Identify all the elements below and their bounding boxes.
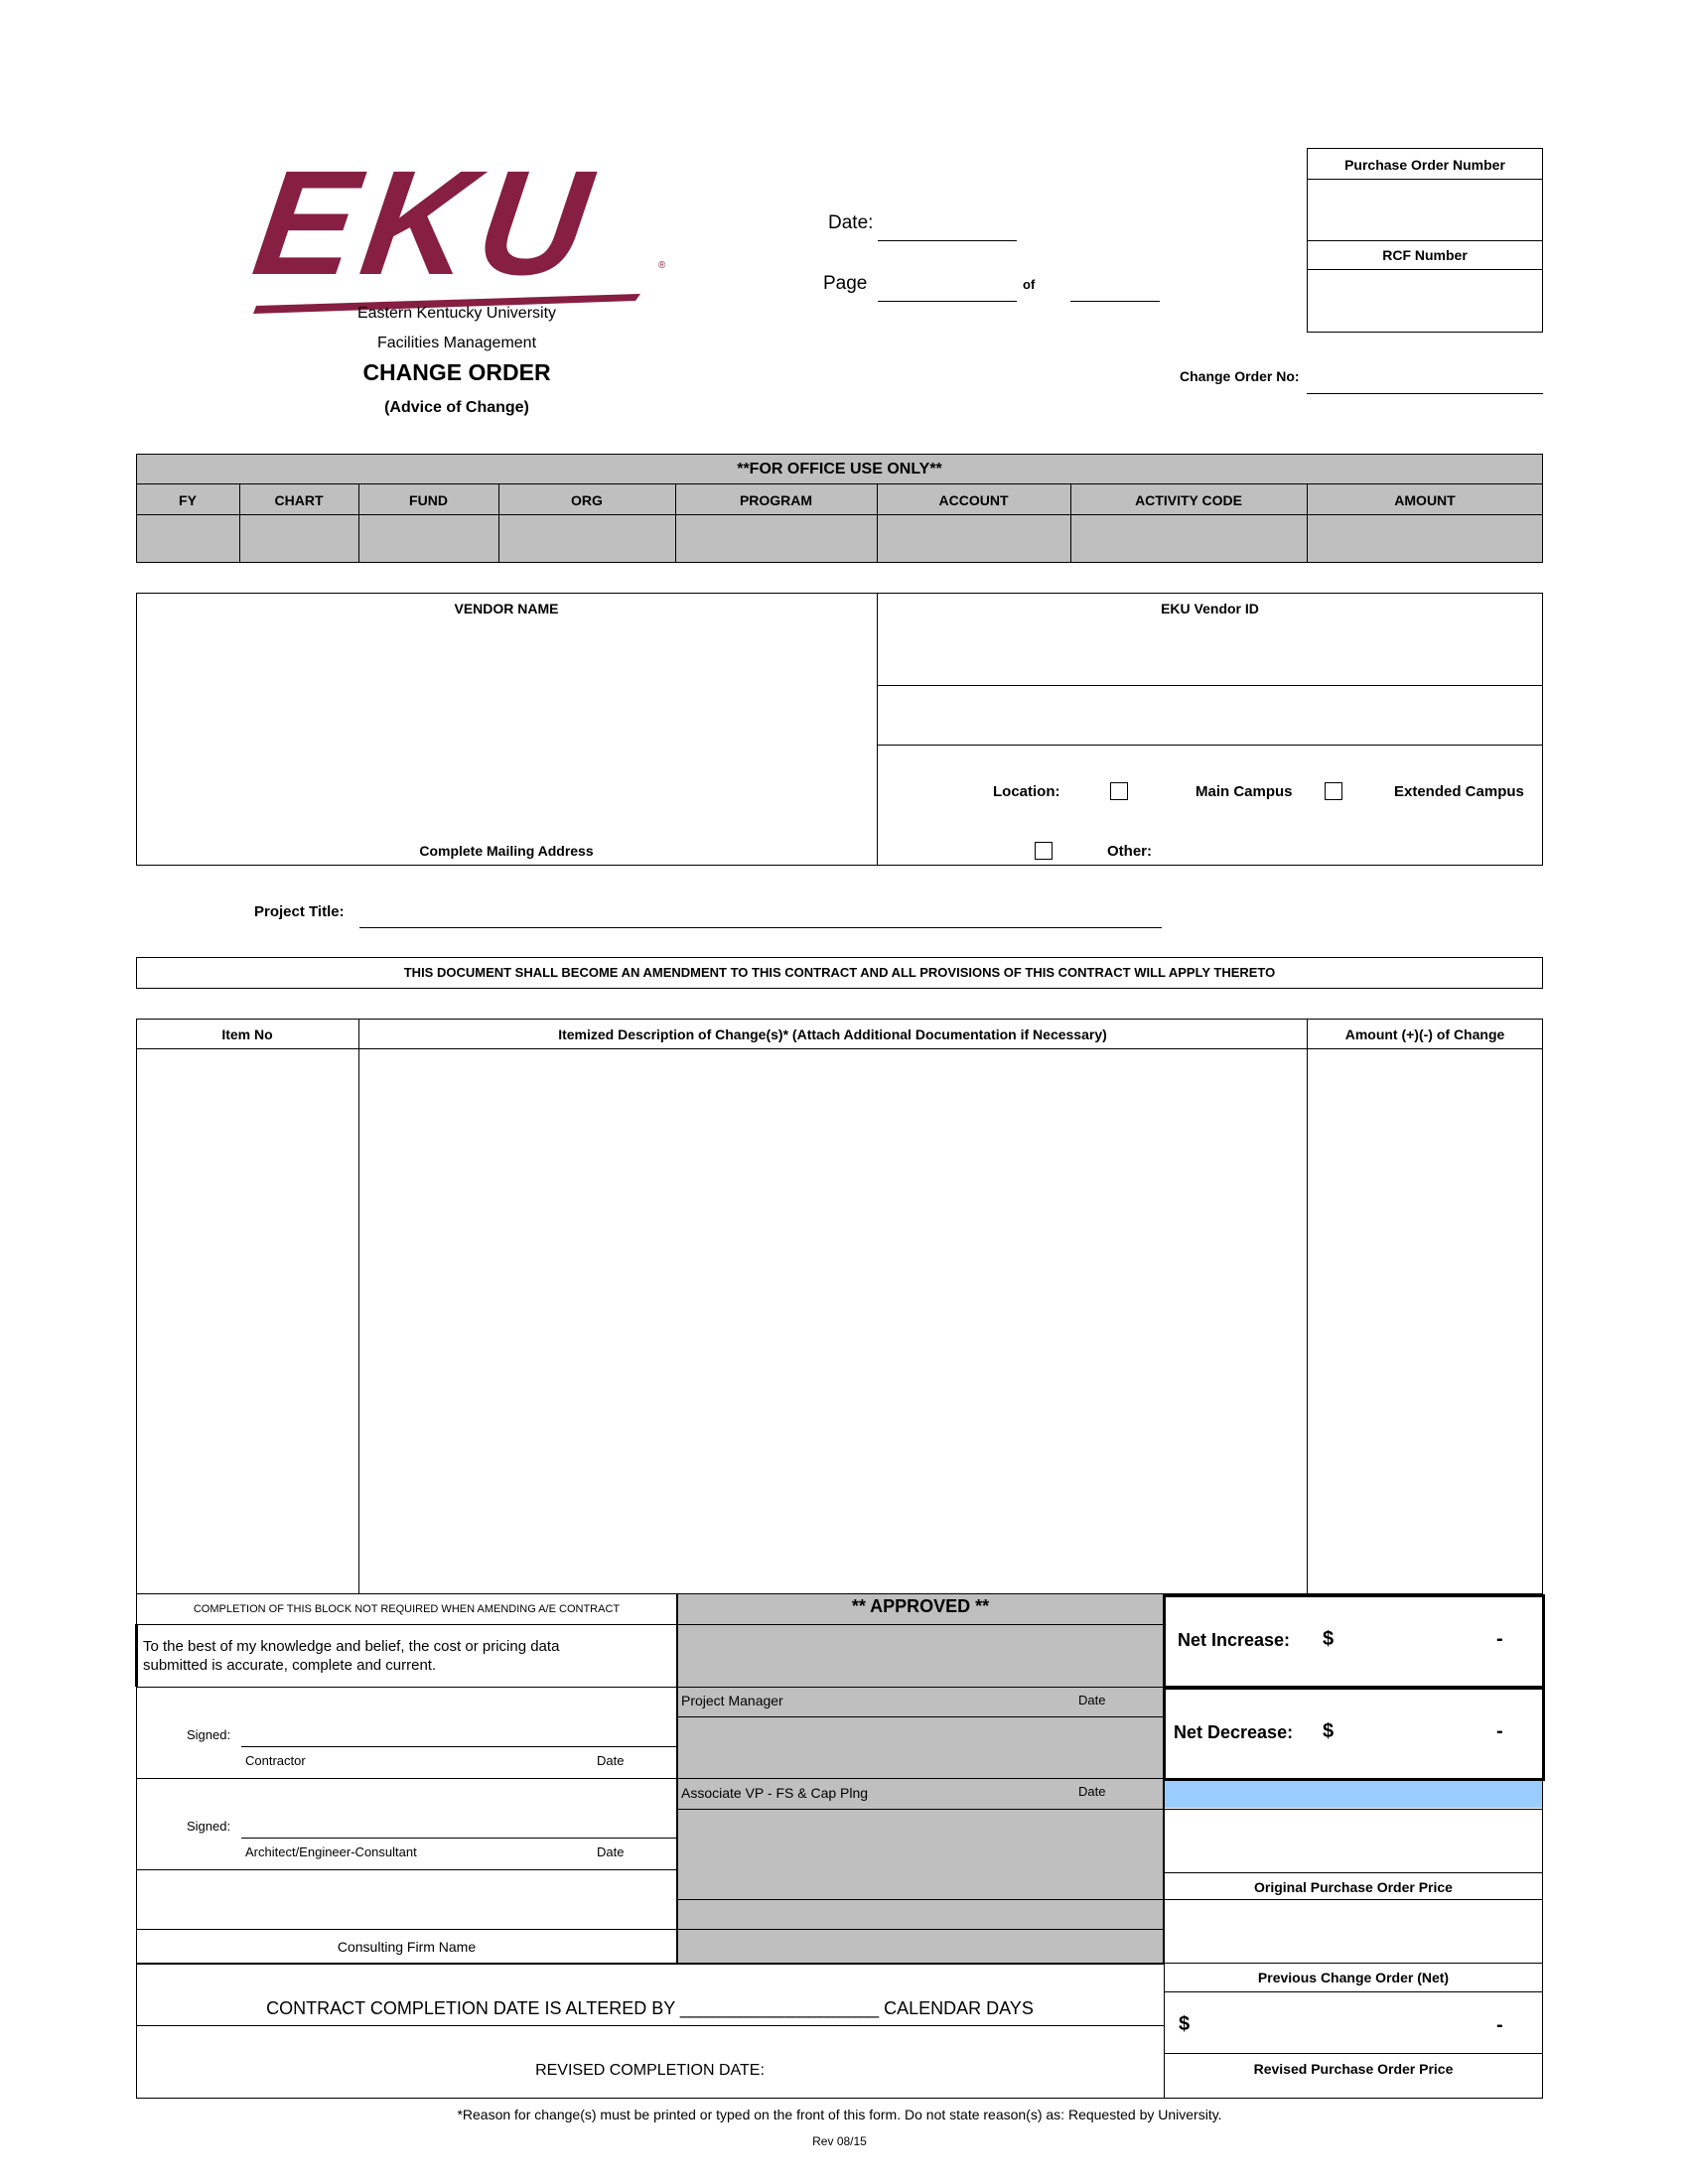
- col-program: PROGRAM: [739, 492, 813, 508]
- main-campus-label: Main Campus: [1196, 783, 1293, 800]
- eku-logo-graphic: [248, 157, 695, 316]
- certification-line-2: submitted is accurate, complete and current.: [143, 1657, 437, 1674]
- form-title: CHANGE ORDER: [362, 359, 551, 385]
- divider: [136, 1687, 677, 1688]
- contractor-signed-label: Signed:: [187, 1727, 231, 1742]
- net-decrease-label: Net Decrease:: [1174, 1722, 1294, 1742]
- project-title-input[interactable]: [359, 895, 1162, 925]
- form-subtitle: (Advice of Change): [384, 399, 529, 416]
- divider: [677, 1929, 1164, 1930]
- divider: [136, 1869, 677, 1870]
- divider: [877, 685, 1543, 686]
- net-increase-label: Net Increase:: [1178, 1630, 1291, 1650]
- org-input[interactable]: [500, 516, 673, 561]
- revised-completion-label: REVISED COMPLETION DATE:: [535, 2062, 765, 2079]
- fund-input[interactable]: [360, 516, 496, 561]
- contractor-label: Contractor: [245, 1753, 306, 1768]
- page-number-input[interactable]: [878, 272, 1017, 300]
- col-fund: FUND: [409, 492, 448, 508]
- activity-code-input[interactable]: [1072, 516, 1305, 561]
- original-po-label: Original Purchase Order Price: [1254, 1879, 1453, 1895]
- change-order-underline: [1307, 393, 1543, 394]
- office-use-title: **FOR OFFICE USE ONLY**: [737, 461, 942, 478]
- vendor-name-label: VENDOR NAME: [454, 601, 559, 616]
- project-title-label: Project Title:: [254, 903, 345, 920]
- net-decrease-currency: $: [1323, 1720, 1335, 1742]
- revised-currency: $: [1179, 2013, 1191, 2035]
- divider: [1164, 1872, 1543, 1873]
- approval-block: [677, 1594, 1164, 1964]
- divider: [136, 483, 1543, 484]
- certification-note: COMPLETION OF THIS BLOCK NOT REQUIRED WHEN AMENDING A/E CONTRACT: [193, 1603, 621, 1615]
- svg-text:EKU: EKU: [248, 157, 608, 306]
- divider: [1164, 1809, 1543, 1810]
- divider: [877, 593, 878, 866]
- divider: [136, 1929, 677, 1930]
- previous-co-label: Previous Change Order (Net): [1257, 1970, 1450, 1985]
- col-change-amount: Amount (+)(-) of Change: [1344, 1026, 1505, 1042]
- divider: [136, 1048, 1543, 1049]
- pm-date-label: Date: [1078, 1693, 1106, 1707]
- divider: [1164, 1899, 1543, 1900]
- program-input[interactable]: [677, 516, 875, 561]
- divider: [877, 745, 1543, 746]
- col-chart: CHART: [274, 492, 324, 508]
- col-org: ORG: [571, 492, 603, 508]
- chart-input[interactable]: [241, 516, 356, 561]
- extended-campus-label: Extended Campus: [1394, 783, 1524, 800]
- contractor-signature-input[interactable]: [241, 1717, 676, 1745]
- mailing-address-label: Complete Mailing Address: [419, 843, 594, 859]
- architect-signature-line: [241, 1838, 677, 1839]
- highlight-row[interactable]: [1165, 1781, 1542, 1808]
- date-label: Date:: [828, 212, 874, 233]
- university-name: Eastern Kentucky University: [356, 305, 557, 322]
- net-increase-value: -: [1496, 1628, 1503, 1650]
- col-divider: [358, 1019, 359, 1594]
- divider: [677, 1624, 1164, 1625]
- project-manager-label: Project Manager: [681, 1693, 783, 1708]
- amount-input[interactable]: [1309, 516, 1541, 561]
- consulting-firm-label: Consulting Firm Name: [337, 1939, 477, 1955]
- col-fy: FY: [179, 492, 197, 508]
- divider: [677, 1687, 1164, 1688]
- location-label: Location:: [993, 783, 1060, 800]
- net-decrease-value: -: [1496, 1720, 1503, 1742]
- change-order-no-input[interactable]: [1307, 361, 1543, 391]
- reason-note: *Reason for change(s) must be printed or typed on the front of this form. Do not state reason(s) as: Requested by University.: [457, 2107, 1222, 2122]
- divider: [1307, 269, 1543, 270]
- page-total-input[interactable]: [1070, 272, 1160, 300]
- net-increase-currency: $: [1323, 1628, 1335, 1650]
- revision-label: Rev 08/15: [812, 2134, 867, 2148]
- extended-campus-checkbox[interactable]: [1325, 782, 1342, 800]
- divider: [677, 1809, 1164, 1810]
- divider: [1307, 240, 1543, 241]
- amendment-notice: THIS DOCUMENT SHALL BECOME AN AMENDMENT TO THIS CONTRACT AND ALL PROVISIONS OF THIS CONTRACT WILL APPLY THERETO: [403, 965, 1276, 980]
- avp-date-label: Date: [1078, 1784, 1106, 1799]
- avp-label: Associate VP - FS & Cap Plng: [681, 1785, 869, 1801]
- divider: [677, 1899, 1164, 1900]
- project-title-underline: [359, 927, 1162, 928]
- description-input[interactable]: [362, 1052, 1303, 1588]
- divider: [136, 1624, 677, 1625]
- po-number-label: Purchase Order Number: [1344, 157, 1505, 173]
- eku-logo: [248, 157, 695, 316]
- item-no-input[interactable]: [140, 1052, 354, 1588]
- revised-value: -: [1496, 2014, 1503, 2036]
- previous-co-input[interactable]: [1166, 1901, 1541, 1961]
- completion-altered-text: CONTRACT COMPLETION DATE IS ALTERED BY ____________________ CALENDAR DAYS: [266, 1998, 1034, 2018]
- divider: [1164, 2053, 1543, 2054]
- change-amount-input[interactable]: [1311, 1052, 1539, 1588]
- other-label: Other:: [1107, 843, 1152, 860]
- col-activity-code: ACTIVITY CODE: [1135, 492, 1242, 508]
- col-amount: AMOUNT: [1394, 492, 1456, 508]
- divider: [136, 2025, 1164, 2026]
- page-total-underline: [1070, 301, 1160, 302]
- department-name: Facilities Management: [376, 335, 537, 351]
- of-label: of: [1023, 277, 1036, 292]
- architect-label: Architect/Engineer-Consultant: [245, 1844, 417, 1859]
- main-campus-checkbox[interactable]: [1110, 782, 1128, 800]
- rcf-number-label: RCF Number: [1382, 247, 1468, 263]
- divider: [677, 1716, 1164, 1717]
- vendor-id-input[interactable]: [879, 621, 1541, 683]
- col-divider: [1307, 1019, 1308, 1594]
- col-description: Itemized Description of Change(s)* (Attach Additional Documentation if Necessary): [558, 1026, 1107, 1042]
- change-order-no-label: Change Order No:: [1180, 368, 1300, 384]
- page-label: Page: [823, 273, 868, 294]
- page-underline: [878, 301, 1017, 302]
- divider: [136, 514, 1543, 515]
- account-input[interactable]: [879, 516, 1068, 561]
- architect-signed-label: Signed:: [187, 1819, 231, 1834]
- divider: [1307, 179, 1543, 180]
- date-input[interactable]: [878, 211, 1017, 239]
- divider: [677, 1778, 1164, 1779]
- col-item-no: Item No: [221, 1026, 273, 1042]
- other-checkbox[interactable]: [1035, 842, 1053, 860]
- vendor-extra-input[interactable]: [879, 687, 1541, 743]
- date-underline: [878, 240, 1017, 241]
- divider: [135, 1624, 138, 1687]
- col-account: ACCOUNT: [938, 492, 1009, 508]
- contractor-date-label: Date: [597, 1753, 625, 1768]
- divider: [136, 1778, 677, 1779]
- revised-po-label: Revised Purchase Order Price: [1253, 2061, 1454, 2077]
- certification-statement: [143, 1637, 559, 1675]
- architect-date-label: Date: [597, 1844, 625, 1859]
- po-number-input[interactable]: [1309, 181, 1541, 238]
- vendor-id-label: EKU Vendor ID: [1161, 601, 1259, 616]
- approved-title: ** APPROVED **: [851, 1596, 990, 1616]
- architect-signature-input[interactable]: [241, 1809, 676, 1837]
- original-po-input[interactable]: [1166, 1811, 1541, 1870]
- contractor-signature-line: [241, 1746, 677, 1747]
- rcf-number-input[interactable]: [1309, 271, 1541, 331]
- certification-line-1: To the best of my knowledge and belief, the cost or pricing data: [143, 1638, 560, 1655]
- vendor-address-input[interactable]: [140, 621, 873, 835]
- consulting-firm-input[interactable]: [138, 1871, 675, 1927]
- divider: [1164, 1991, 1543, 1992]
- fy-input[interactable]: [138, 516, 237, 561]
- svg-text:®: ®: [658, 260, 666, 271]
- divider: [1164, 1963, 1543, 1964]
